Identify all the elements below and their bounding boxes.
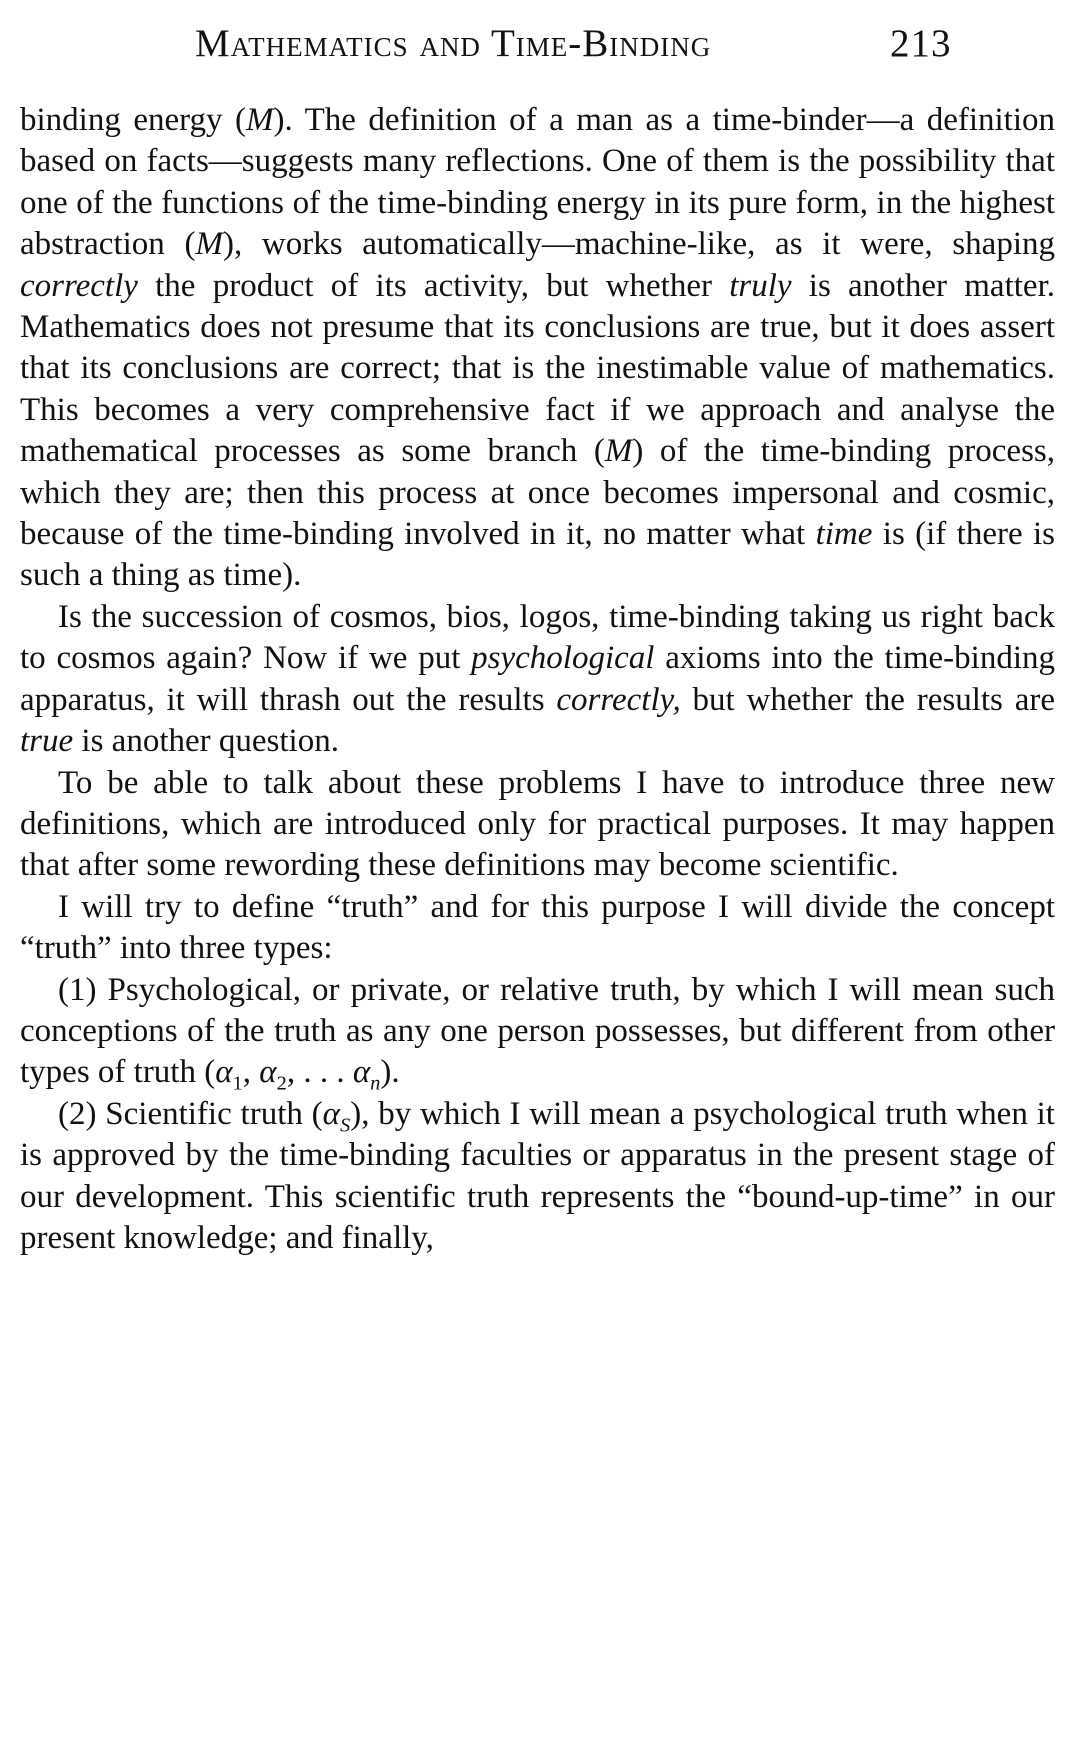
page-number: 213 (890, 22, 952, 65)
text-span: , . . . (286, 1054, 353, 1091)
text-span: ). The definition of a man as a time-binder—a definition based on facts—suggests many reflections. One of them is the possibility that one of the functions of the time-binding energy in its pure form, in the highest abstraction ( (20, 102, 1056, 263)
text-span: ), works automatically—machine-like, as it were, shaping (222, 226, 1055, 263)
text-span: is another matter. Mathematics does not presume that its conclusions are true, but it does assert that its conclusions are correct; that is the inestimable value of mathematics. This becomes a very comprehensive fact if we approach and analyse the mathematical processes as some branch ( (20, 267, 1055, 470)
book-page (20, 0, 1055, 1757)
body-text (20, 100, 1055, 1259)
math-symbol: M (195, 226, 223, 263)
alpha-symbol: α (352, 1054, 371, 1091)
paragraph (20, 970, 1055, 1094)
text-span: (1) Psychological, or private, or relative truth, by which I will mean such conceptions of the truth as any one person possesses, but different from other types of truth ( (20, 971, 1055, 1091)
text-span: ), by which I will mean a psychological truth when it is approved by the time-binding faculties or apparatus in the present stage of our development. This scientific truth represents the “bound-up-time” in our present knowledge; and finally, (20, 1095, 1055, 1256)
italic-word: truly (729, 267, 792, 304)
subscript: 2 (276, 1072, 287, 1095)
text-span: binding energy ( (20, 102, 246, 138)
text-span: (2) Scientific truth ( (58, 1095, 323, 1132)
text-span: To be able to talk about these problems I have to introduce three new definitions, which are introduced only for practical purposes. It may happen that after some rewording these definitions may become scientific. (20, 764, 1055, 884)
running-title: Mathematics and Time-Binding (195, 22, 712, 65)
math-symbol: M (604, 433, 633, 470)
text-span: ) of the time-binding process, which they are; then this process at once becomes impersonal and cosmic, because of the time-binding involved in it, no matter what (20, 433, 1056, 553)
paragraph (20, 1094, 1055, 1260)
subscript: 1 (232, 1072, 243, 1095)
italic-word: true (20, 723, 74, 760)
paragraph (20, 100, 1055, 597)
paragraph (20, 597, 1055, 763)
text-span: is another question. (73, 723, 339, 760)
italic-word: psychological (471, 640, 655, 677)
page-header (195, 18, 1065, 70)
alpha-symbol: α (259, 1054, 277, 1091)
paragraph (20, 763, 1055, 887)
italic-word: time (815, 516, 873, 553)
italic-word: correctly (20, 267, 138, 304)
subscript: S (339, 1114, 351, 1137)
text-span: , (242, 1054, 260, 1091)
text-span: ). (380, 1054, 400, 1091)
text-span: I will try to define “truth” and for this purpose I will divide the concept “truth” into three types: (20, 888, 1055, 967)
text-span: the product of its activity, but whether (137, 267, 730, 304)
alpha-symbol: α (215, 1054, 233, 1091)
alpha-symbol: α (322, 1095, 340, 1132)
italic-word: correctly, (556, 681, 681, 718)
paragraph (20, 887, 1055, 970)
subscript: n (370, 1072, 381, 1095)
text-span: but whether the results are (680, 681, 1055, 718)
text-span: axioms into the time-binding apparatus, it will thrash out the results (20, 640, 1055, 718)
text-span: is (if there is such a thing as time). (20, 516, 1055, 594)
math-symbol: M (245, 102, 274, 138)
text-span: Is the succession of cosmos, bios, logos, time-binding taking us right back to cosmos again? Now if we put (20, 598, 1055, 677)
